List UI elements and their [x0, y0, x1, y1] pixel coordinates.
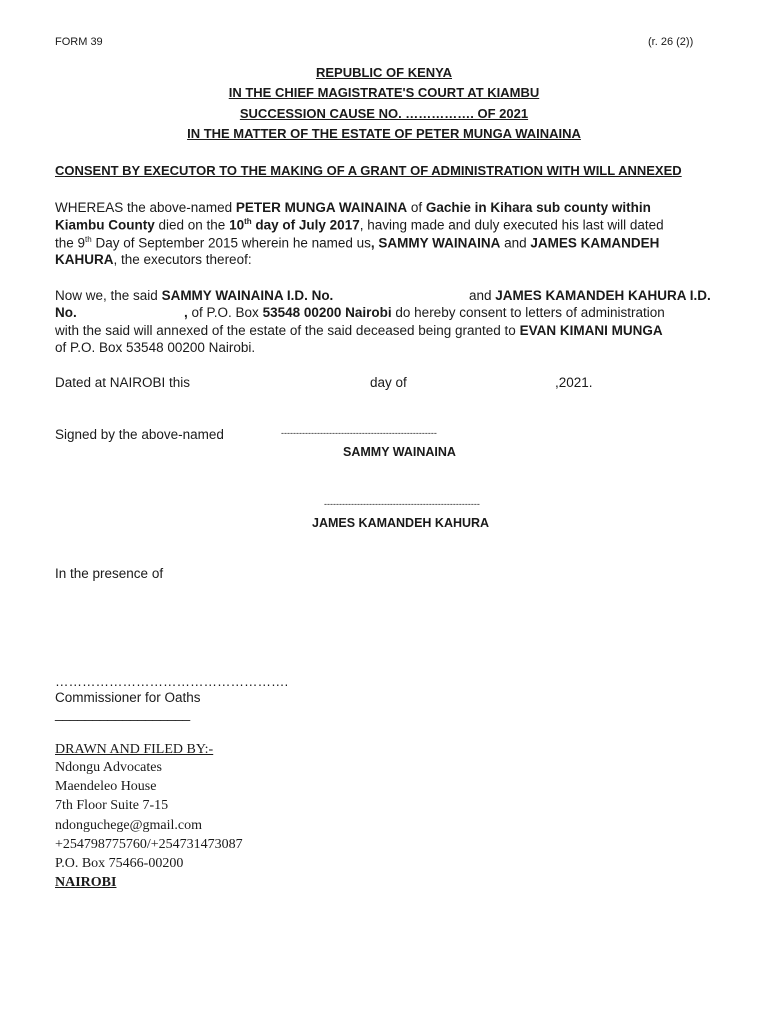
county: Kiambu County: [55, 217, 155, 233]
address: 53548 00200 Nairobi: [262, 305, 392, 320]
signature-line-2: ----------------------------------------------------: [324, 499, 480, 509]
suite: 7th Floor Suite 7-15: [55, 798, 169, 813]
whereas-line-4: [55, 252, 252, 267]
ordinal: th: [85, 235, 92, 244]
location: Gachie in Kihara sub county within: [425, 200, 651, 215]
city: NAIROBI: [55, 875, 117, 890]
dated-day-of: day of: [370, 375, 407, 390]
executor-id: SAMMY WAINAINA I.D. No.: [161, 288, 334, 303]
consent-line-1b: [469, 288, 711, 303]
date-of-death: day of July 2017: [251, 217, 360, 233]
signed-by-label: Signed by the above-named: [55, 427, 224, 442]
text: Day of September 2015 wherein he named us: [91, 235, 371, 251]
document-title: CONSENT BY EXECUTOR TO THE MAKING OF A GRANT OF ADMINISTRATION WITH WILL ANNEXED: [55, 163, 682, 178]
consent-line-4: of P.O. Box 53548 00200 Nairobi.: [55, 340, 256, 355]
executor-id: JAMES KAMANDEH KAHURA I.D.: [495, 288, 711, 303]
text: Now we, the said: [55, 288, 162, 303]
form-number: FORM 39: [55, 36, 103, 48]
drawn-filed-title: DRAWN AND FILED BY:-: [55, 742, 214, 757]
date-day: 10: [229, 217, 245, 233]
text: , having made and duly executed his last will dated: [359, 217, 664, 233]
text: died on the: [154, 217, 230, 233]
commissioner-underline: __________________: [55, 706, 191, 721]
deceased-name: PETER MUNGA WAINAINA: [235, 200, 408, 215]
heading-court: IN THE CHIEF MAGISTRATE'S COURT AT KIAMBU: [228, 85, 540, 100]
signer-james: JAMES KAMANDEH KAHURA: [312, 516, 490, 530]
commissioner-dots: …………………………………………….: [55, 674, 289, 689]
signature-line-1: ----------------------------------------------------: [281, 428, 437, 438]
id-no-label: No.: [55, 305, 77, 320]
heading-succession-cause: SUCCESSION CAUSE NO. ……………. OF 2021: [239, 106, 529, 121]
signer-sammy: SAMMY WAINAINA: [343, 445, 456, 459]
whereas-line-3: [55, 235, 659, 251]
dated-at: Dated at NAIROBI this: [55, 375, 191, 390]
text: WHEREAS the above-named: [55, 200, 236, 215]
text: ,: [184, 305, 188, 320]
executor-name: , SAMMY WAINAINA: [370, 235, 501, 251]
po-box: P.O. Box 75466-00200: [55, 856, 184, 871]
text: the 9: [55, 235, 86, 251]
text: of P.O. Box: [187, 305, 263, 320]
whereas-line-2: [55, 217, 664, 233]
whereas-line-1: [55, 200, 651, 215]
consent-line-2: [184, 305, 665, 320]
ordinal: th: [244, 217, 252, 226]
firm-name: Ndongu Advocates: [55, 760, 162, 775]
text: of: [407, 200, 426, 215]
text: with the said will annexed of the estate of the said deceased being granted to: [55, 323, 520, 338]
heading-estate: IN THE MATTER OF THE ESTATE OF PETER MUNGA WAINAINA: [187, 126, 581, 141]
text: and: [500, 235, 531, 251]
text: , the executors thereof:: [113, 252, 252, 267]
rule-reference: (r. 26 (2)): [648, 36, 694, 48]
heading-republic: REPUBLIC OF KENYA: [315, 65, 453, 80]
consent-line-3: [55, 323, 663, 338]
executor-surname: KAHURA: [55, 252, 114, 267]
text: and: [469, 288, 496, 303]
building: Maendeleo House: [55, 779, 157, 794]
in-presence-label: In the presence of: [55, 566, 164, 581]
dated-year: ,2021.: [555, 375, 593, 390]
phone-numbers: +254798775760/+254731473087: [55, 837, 243, 852]
commissioner-label: Commissioner for Oaths: [55, 690, 201, 705]
grantee-name: EVAN KIMANI MUNGA: [519, 323, 663, 338]
text: do hereby consent to letters of administration: [391, 305, 665, 320]
executor-name: JAMES KAMANDEH: [530, 235, 660, 251]
email: ndonguchege@gmail.com: [55, 818, 203, 833]
consent-line-1a: [55, 288, 333, 303]
